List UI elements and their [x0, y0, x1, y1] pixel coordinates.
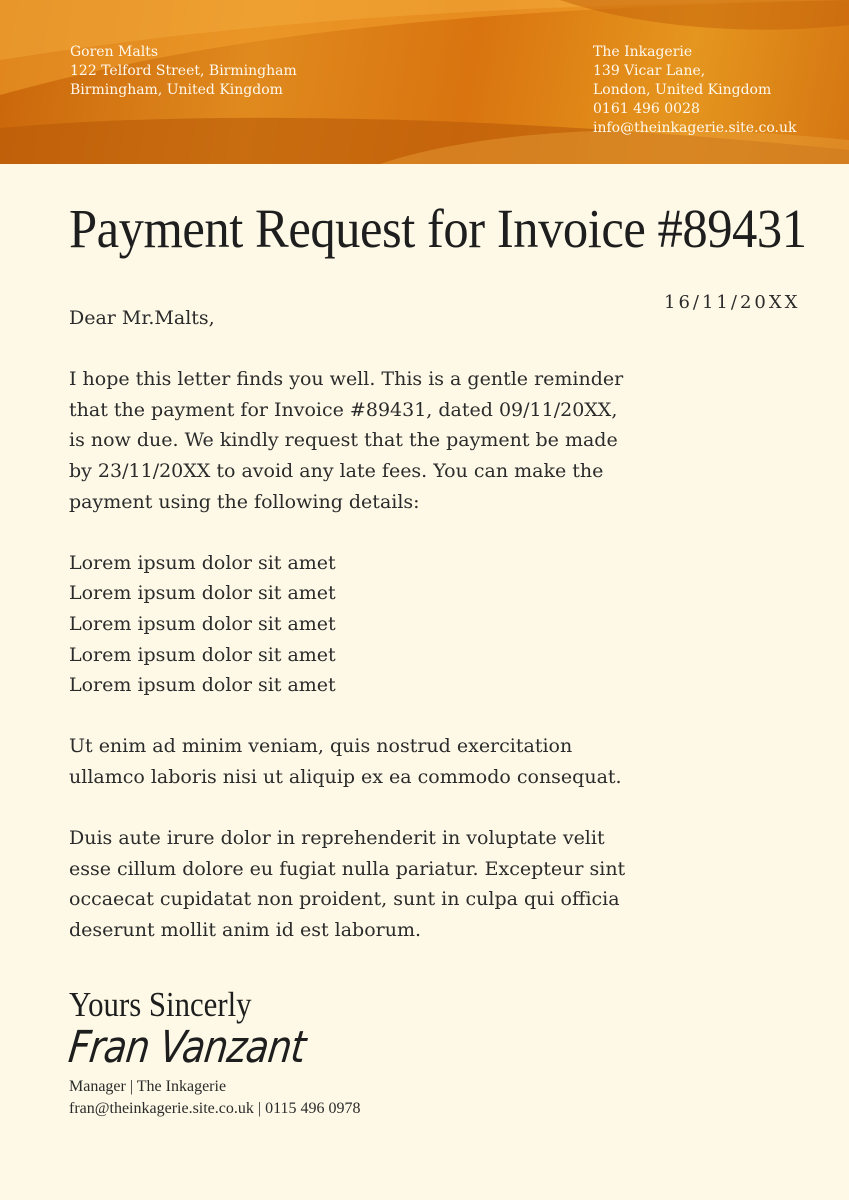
signature-name: Fran Vanzant	[65, 1022, 308, 1073]
paragraph-1: I hope this letter finds you well. This is a gentle reminder that the payment for Invoice #89431, dated 09/11/20XX, is now due. We kindly request that the payment be made by 23/11/20XX to avoid any late fees. You can make the payment using the following details:	[69, 368, 624, 513]
detail-line: Lorem ipsum dolor sit amet	[69, 551, 336, 574]
detail-line: Lorem ipsum dolor sit amet	[69, 643, 336, 666]
salutation: Dear Mr.Malts,	[69, 307, 215, 329]
header-banner	[0, 0, 849, 164]
recipient-street: 139 Vicar Lane,	[593, 63, 706, 79]
recipient-address	[593, 43, 797, 138]
sender-name: Goren Malts	[70, 44, 159, 60]
recipient-phone: 0161 496 0028	[593, 101, 700, 117]
sender-address	[70, 43, 297, 100]
signer-role: Manager | The Inkagerie	[69, 1078, 227, 1095]
closing: Yours Sincerly	[69, 985, 252, 1024]
sender-city: Birmingham, United Kingdom	[70, 82, 283, 98]
recipient-email: info@theinkagerie.site.co.uk	[593, 120, 797, 136]
detail-line: Lorem ipsum dolor sit amet	[69, 582, 336, 605]
signer-contact: fran@theinkagerie.site.co.uk | 0115 496 0978	[69, 1100, 361, 1117]
letter-title: Payment Request for Invoice #89431	[69, 198, 807, 259]
detail-line: Lorem ipsum dolor sit amet	[69, 674, 336, 697]
paragraph-2: Ut enim ad minim veniam, quis nostrud exercitation ullamco laboris nisi ut aliquip ex ea commodo consequat.	[69, 735, 622, 788]
recipient-name: The Inkagerie	[593, 44, 693, 60]
sender-street: 122 Telford Street, Birmingham	[70, 63, 297, 79]
letter-date: 16/11/20XX	[664, 292, 801, 313]
detail-line: Lorem ipsum dolor sit amet	[69, 612, 336, 635]
letter-body	[69, 303, 639, 945]
paragraph-3: Duis aute irure dolor in reprehenderit in voluptate velit esse cillum dolore eu fugiat nulla pariatur. Excepteur sint occaecat cupidatat non proident, sunt in culpa qui officia deserunt mollit anim id est laborum.	[69, 827, 626, 941]
recipient-city: London, United Kingdom	[593, 82, 772, 98]
